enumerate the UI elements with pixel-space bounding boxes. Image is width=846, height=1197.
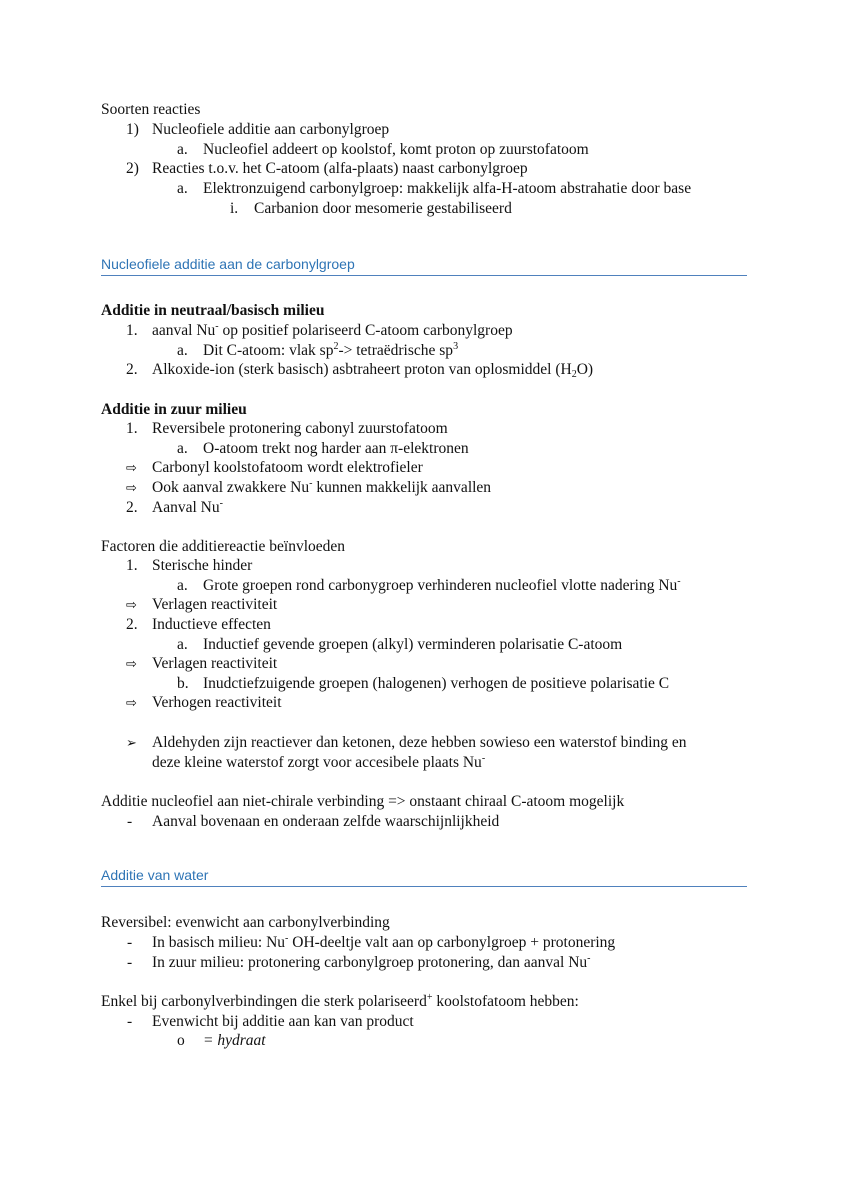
paragraph: Enkel bij carbonylverbindingen die sterk polariseerd+ koolstofatoom hebben:	[101, 992, 579, 1010]
list-item: O-atoom trekt nog harder aan π-elektronen	[203, 440, 469, 457]
list-marker: 1.	[126, 557, 138, 574]
list-marker: a.	[177, 440, 188, 457]
arrow-icon: ⇨	[126, 657, 137, 672]
list-marker: a.	[177, 577, 188, 594]
list-item: In basisch milieu: Nu- OH-deeltje valt aan op carbonylgroep + protonering	[152, 933, 616, 951]
list-marker: -	[127, 1013, 133, 1030]
list-item: Inductief gevende groepen (alkyl) verminderen polarisatie C-atoom	[203, 636, 623, 653]
list-marker: 1)	[126, 121, 139, 138]
list-item: Evenwicht bij additie aan kan van product	[152, 1013, 414, 1030]
list-item: aanval Nu- op positief polariseerd C-atoom carbonylgroep	[152, 321, 513, 339]
list-item: Reversibele protonering cabonyl zuurstofatoom	[152, 420, 448, 437]
arrowhead-bullet-icon: ➢	[126, 736, 137, 751]
list-item: Verlagen reactiviteit	[152, 655, 278, 672]
list-marker: 2.	[126, 361, 138, 378]
list-marker: a.	[177, 342, 188, 359]
section-heading-text: Additie van water	[101, 867, 209, 883]
list-item: Grote groepen rond carbonygroep verhinderen nucleofiel vlotte nadering Nu-	[203, 576, 681, 594]
list-marker: 2.	[126, 616, 138, 633]
list-item: Verlagen reactiviteit	[152, 596, 278, 613]
arrow-icon: ⇨	[126, 481, 137, 496]
list-item: Nucleofiel addeert op koolstof, komt proton op zuurstofatoom	[203, 141, 589, 158]
list-item: Aanval Nu-	[152, 498, 223, 516]
list-item: Aanval bovenaan en onderaan zelfde waarschijnlijkheid	[152, 813, 500, 830]
list-marker: -	[127, 813, 133, 830]
arrow-icon: ⇨	[126, 696, 137, 711]
list-item: Carbonyl koolstofatoom wordt elektrofieler	[152, 459, 423, 476]
list-item: Inudctiefzuigende groepen (halogenen) verhogen de positieve polarisatie C	[203, 675, 670, 692]
list-marker: a.	[177, 141, 188, 158]
arrow-icon: ⇨	[126, 461, 137, 476]
note-text: Aldehyden zijn reactiever dan ketonen, deze hebben sowieso een waterstof binding en	[152, 734, 687, 751]
list-item: Nucleofiele additie aan carbonylgroep	[152, 121, 390, 138]
list-item: = hydraat	[203, 1032, 266, 1049]
list-marker: i.	[230, 200, 239, 217]
list-item: In zuur milieu: protonering carbonylgroep protonering, dan aanval Nu-	[152, 953, 591, 971]
section-heading	[101, 253, 747, 276]
list-item: Alkoxide-ion (sterk basisch) asbtraheert proton van oplosmiddel $(H_2O)$	[152, 361, 594, 380]
list-marker: b.	[177, 675, 189, 692]
note-text: deze kleine waterstof zorgt voor accesibele plaats Nu-	[152, 753, 486, 771]
list-item: Ook aanval zwakkere Nu- kunnen makkelijk aanvallen	[152, 478, 492, 496]
subsection-title: Additie in zuur milieu	[101, 401, 247, 418]
list-marker: a.	[177, 636, 188, 653]
list-item: Carbanion door mesomerie gestabiliseerd	[254, 200, 512, 217]
list-item: Sterische hinder	[152, 557, 253, 574]
list-item: Inductieve effecten	[152, 616, 271, 633]
list-item: Verhogen reactiviteit	[152, 694, 282, 711]
intro-title: Soorten reacties	[101, 101, 201, 118]
list-item: Dit C-atoom: vlak $sp^2->$ tetraëdrische $sp^3$	[203, 341, 459, 359]
section-heading-text: Nucleofiele additie aan de carbonylgroep	[101, 256, 355, 272]
list-marker: 2.	[126, 499, 138, 516]
list-marker: -	[127, 934, 133, 951]
list-marker: o	[177, 1032, 185, 1049]
paragraph: Additie nucleofiel aan niet-chirale verbinding => onstaant chiraal C-atoom mogelijk	[101, 793, 625, 810]
section-heading	[101, 864, 747, 887]
paragraph: Reversibel: evenwicht aan carbonylverbinding	[101, 914, 390, 931]
list-marker: -	[127, 954, 133, 971]
list-marker: a.	[177, 180, 188, 197]
subsection-title: Additie in neutraal/basisch milieu	[101, 302, 325, 319]
list-marker: 2)	[126, 160, 139, 177]
list-item: Elektronzuigend carbonylgroep: makkelijk alfa-H-atoom abstrahatie door base	[203, 180, 692, 197]
paragraph: Factoren die additiereactie beïnvloeden	[101, 538, 346, 555]
list-marker: 1.	[126, 420, 138, 437]
arrow-icon: ⇨	[126, 598, 137, 613]
list-item: Reacties t.o.v. het C-atoom (alfa-plaats) naast carbonylgroep	[152, 160, 528, 177]
list-marker: 1.	[126, 322, 138, 339]
